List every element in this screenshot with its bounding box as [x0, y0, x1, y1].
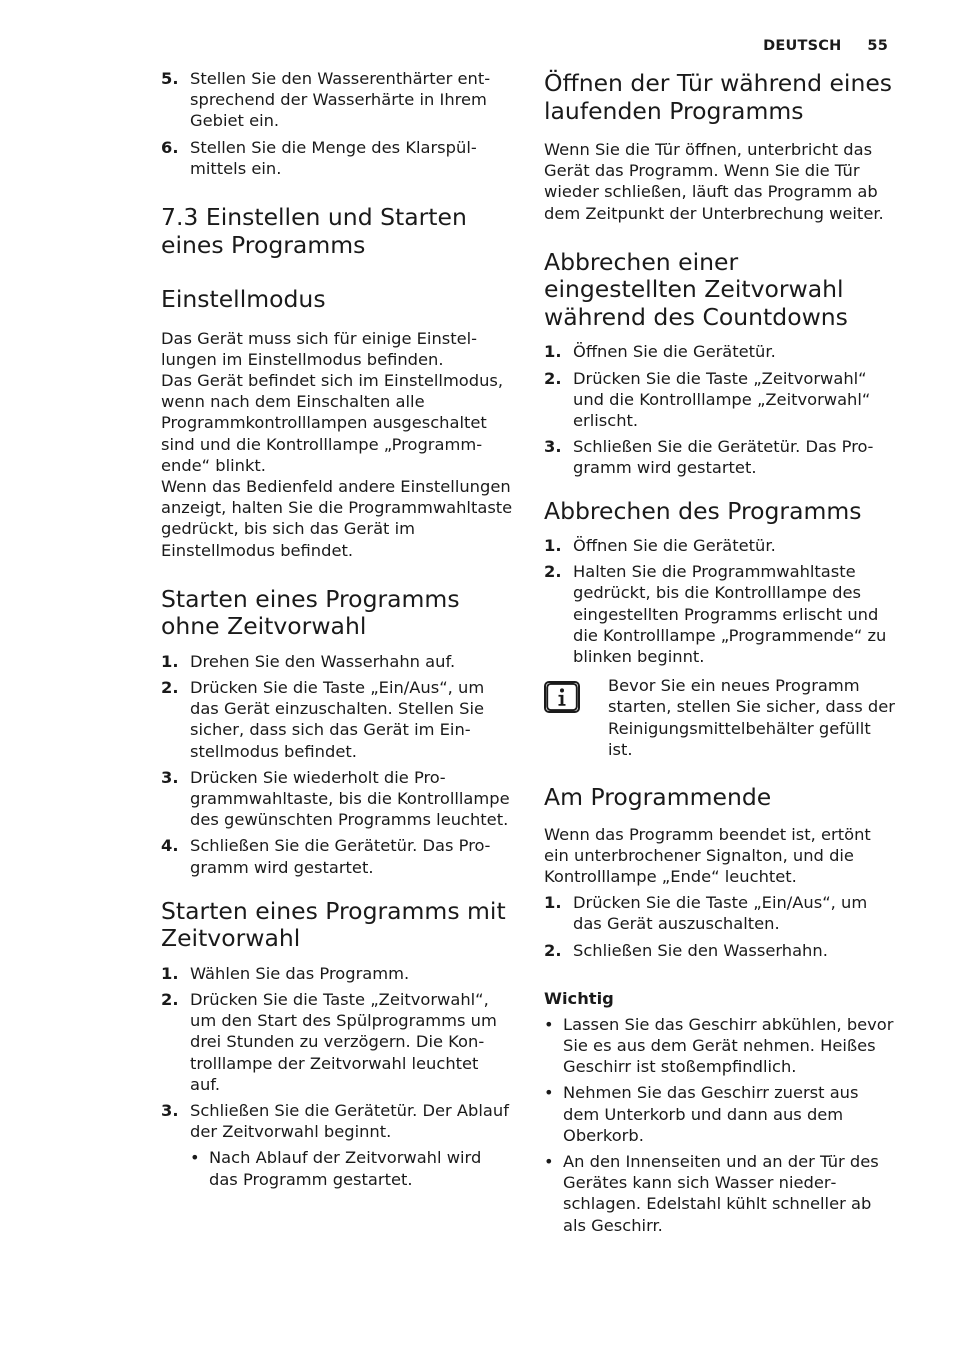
step-text: Drücken Sie die Taste „Zeitvorwahl“, um den Start des Spülprogramms um drei Stunden zu verzögern. Die Kontrolllampe der Zeitvorwahl leuchtet auf.	[190, 989, 497, 1094]
abbrechen-heading: Abbrechen des Programms	[544, 496, 862, 525]
step-text: Drücken Sie wiederholt die Programmwahltaste, bis die Kontrolllampe des gewünschten Programms leuchtet.	[190, 767, 510, 830]
step-text: Drehen Sie den Wasserhahn auf.	[190, 651, 456, 671]
list-item	[161, 989, 513, 1095]
list-item	[544, 561, 896, 667]
wichtig-bullets	[544, 1014, 896, 1236]
tuer-heading: Öffnen der Tür während eines laufenden Programms	[544, 69, 893, 125]
info-icon	[544, 681, 580, 713]
programmende-heading: Am Programmende	[544, 783, 772, 812]
step-number: 1.	[544, 536, 562, 556]
list-item	[544, 1151, 896, 1236]
list-item	[190, 1147, 513, 1189]
info-icon-box	[544, 675, 608, 760]
step-number: 3.	[161, 1101, 179, 1120]
bullet-icon: •	[190, 1148, 200, 1168]
tuer-text: Wenn Sie die Tür öffnen, unterbricht das Gerät das Programm. Wenn Sie die Tür wieder schließen, läuft das Programm ab dem Zeitpunkt der Unterbrechung weiter.	[544, 140, 884, 223]
abbrechen-steps	[544, 535, 896, 667]
list-item	[544, 535, 896, 556]
step-number: 1.	[544, 893, 562, 913]
list-item	[544, 436, 896, 478]
wichtig-heading: Wichtig	[544, 988, 614, 1008]
list-item	[161, 835, 513, 877]
mit-zeitvorwahl-steps	[161, 963, 513, 1143]
header-language: DEUTSCH	[763, 38, 842, 54]
list-item	[544, 892, 896, 934]
countdown-heading: Abbrechen einer eingestellten Zeitvorwahl während des Countdowns	[544, 247, 848, 331]
list-item	[161, 767, 513, 831]
step-number: 4.	[161, 836, 179, 856]
list-item	[544, 341, 896, 362]
step-number: 1.	[161, 963, 179, 983]
info-note	[544, 675, 896, 760]
step-number: 2.	[544, 562, 562, 582]
page-number: 55	[867, 38, 888, 54]
step-number: 6.	[161, 137, 179, 157]
bullet-icon: •	[544, 1083, 554, 1103]
list-item	[161, 68, 513, 132]
step-text: Wählen Sie das Programm.	[190, 963, 410, 983]
programmende-text: Wenn das Programm beendet ist, ertönt ein unterbrochener Signalton, und die Kontrolllampe „Ende“ leuchtet.	[544, 824, 871, 886]
step-text: Drücken Sie die Taste „Zeitvorwahl“ und die Kontrolllampe „Zeitvorwahl“ erlischt.	[573, 368, 871, 430]
list-item	[544, 940, 896, 961]
step-text: Schließen Sie die Gerätetür. Das Programm wird gestartet.	[190, 836, 491, 877]
step-text: Drücken Sie die Taste „Ein/Aus“, um das Gerät auszuschalten.	[573, 893, 868, 934]
einstellmodus-text: Das Gerät muss sich für einige Einstellungen im Einstellmodus befinden. Das Gerät befindet sich im Einstellmodus, wenn nach dem Einschalten alle Programmkontrolllampen ausgeschaltet sind und die Kontrolllampe „Programmende“ blinkt. Wenn das Bedienfeld andere Einstellungen anzeigt, halten Sie die Programmwahltaste gedrückt, bis sich das Gerät im Einstellmodus befindet.	[161, 328, 513, 560]
step-number: 5.	[161, 69, 179, 88]
mit-zeitvorwahl-bullets	[190, 1147, 513, 1189]
left-column	[161, 68, 513, 1195]
list-item	[544, 1082, 896, 1146]
step-number: 1.	[161, 651, 179, 671]
step-text: Schließen Sie den Wasserhahn.	[573, 940, 828, 960]
bullet-text: Nach Ablauf der Zeitvorwahl wird das Programm gestartet.	[209, 1148, 482, 1189]
list-item	[161, 1100, 513, 1142]
ohne-zeitvorwahl-steps	[161, 651, 513, 878]
step-number: 2.	[161, 677, 179, 697]
step-text: Schließen Sie die Gerätetür. Der Ablauf der Zeitvorwahl beginnt.	[190, 1101, 509, 1142]
step-number: 1.	[544, 342, 562, 362]
bullet-text: An den Innenseiten und an der Tür des Gerätes kann sich Wasser niederschlagen. Edelstahl kühlt schneller ab als Geschirr.	[563, 1152, 879, 1235]
programmende-steps	[544, 892, 896, 961]
right-column	[544, 68, 896, 1241]
countdown-steps	[544, 341, 896, 478]
step-text: Stellen Sie den Wasserenthärter entsprechend der Wasserhärte in Ihrem Gebiet ein.	[190, 69, 491, 131]
step-text: Schließen Sie die Gerätetür. Das Programm wird gestartet.	[573, 437, 874, 478]
step-text: Halten Sie die Programmwahltaste gedrückt, bis die Kontrolllampe des eingestellten Programms erlischt und die Kontrolllampe „Programmende“ zu blinken beginnt.	[573, 562, 887, 667]
step-text: Stellen Sie die Menge des Klarspülmittels ein.	[190, 137, 477, 178]
page-header	[763, 38, 888, 54]
list-item	[161, 651, 513, 672]
list-item	[544, 1014, 896, 1078]
bullet-icon: •	[544, 1152, 554, 1171]
step-text: Öffnen Sie die Gerätetür.	[573, 536, 776, 556]
bullet-text: Lassen Sie das Geschirr abkühlen, bevor Sie es aus dem Gerät nehmen. Heißes Geschirr ist stoßempfindlich.	[563, 1014, 894, 1077]
step-number: 3.	[161, 767, 179, 787]
list-item	[161, 963, 513, 984]
mit-zeitvorwahl-heading: Starten eines Programms mit Zeitvorwahl	[161, 896, 506, 953]
list-item	[544, 368, 896, 432]
step-number: 2.	[544, 368, 562, 388]
step-text: Öffnen Sie die Gerätetür.	[573, 342, 776, 362]
info-text: Bevor Sie ein neues Programm starten, stellen Sie sicher, dass der Reinigungsmittelbehälter gefüllt ist.	[608, 676, 895, 759]
bullet-icon: •	[544, 1014, 554, 1034]
step-number: 2.	[544, 940, 562, 960]
intro-steps	[161, 68, 513, 179]
step-number: 3.	[544, 437, 562, 457]
step-text: Drücken Sie die Taste „Ein/Aus“, um das Gerät einzuschalten. Stellen Sie sicher, dass sich das Gerät im Einstellmodus befindet.	[190, 677, 485, 761]
section-title: 7.3 Einstellen und Starten eines Programms	[161, 203, 467, 259]
step-number: 2.	[161, 989, 179, 1009]
bullet-text: Nehmen Sie das Geschirr zuerst aus dem Unterkorb und dann aus dem Oberkorb.	[563, 1083, 859, 1145]
list-item	[161, 677, 513, 762]
ohne-zeitvorwahl-heading: Starten eines Programms ohne Zeitvorwahl	[161, 584, 460, 641]
einstellmodus-heading: Einstellmodus	[161, 285, 326, 314]
list-item	[161, 137, 513, 179]
